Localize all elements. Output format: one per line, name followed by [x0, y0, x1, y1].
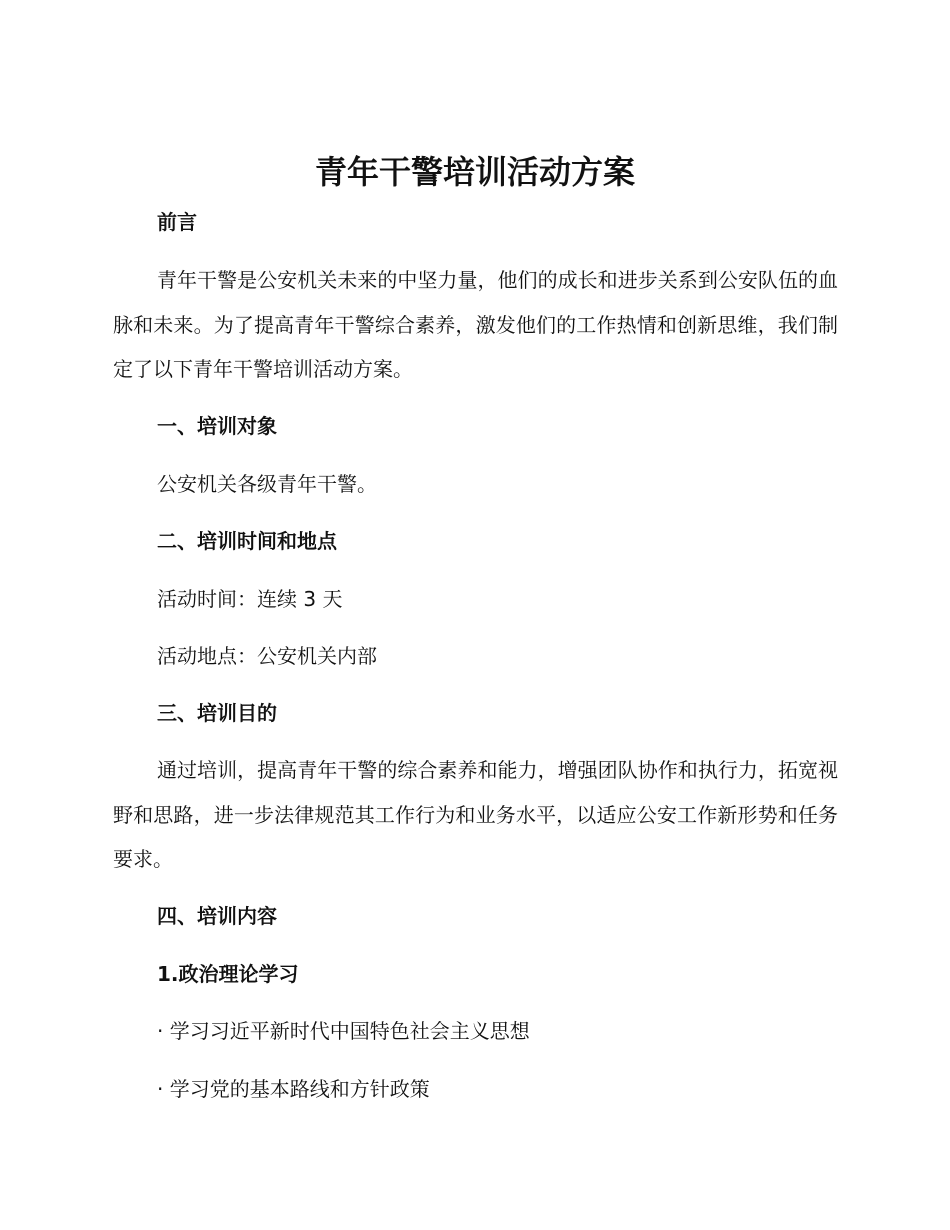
section-4-heading: 四、培训内容 [157, 904, 277, 928]
activity-place-text: 活动地点：公安机关内部 [157, 644, 377, 668]
section-1-text: 公安机关各级青年干警。 [157, 472, 377, 496]
bullet-item-2: · 学习党的基本路线和方针政策 [157, 1077, 430, 1101]
section-2-heading: 二、培训时间和地点 [157, 529, 337, 553]
document-title: 青年干警培训活动方案 [314, 153, 635, 191]
section-3-heading: 三、培训目的 [157, 701, 277, 725]
activity-time-text: 活动时间：连续 3 天 [157, 587, 343, 611]
preface-heading: 前言 [157, 210, 197, 234]
subsection-1-heading: 1.政治理论学习 [157, 962, 299, 986]
preface-paragraph: 青年干警是公安机关未来的中坚力量，他们的成长和进步关系到公安队伍的血脉和未来。为了提高青年干警综合素养，激发他们的工作热情和创新思维，我们制定了以下青年干警培训活动方案。 [113, 268, 838, 381]
section-1-heading: 一、培训对象 [157, 414, 277, 438]
section-3-paragraph: 通过培训，提高青年干警的综合素养和能力，增强团队协作和执行力，拓宽视野和思路，进一步法律规范其工作行为和业务水平，以适应公安工作新形势和任务要求。 [113, 758, 838, 871]
bullet-item-1: · 学习习近平新时代中国特色社会主义思想 [157, 1019, 530, 1043]
